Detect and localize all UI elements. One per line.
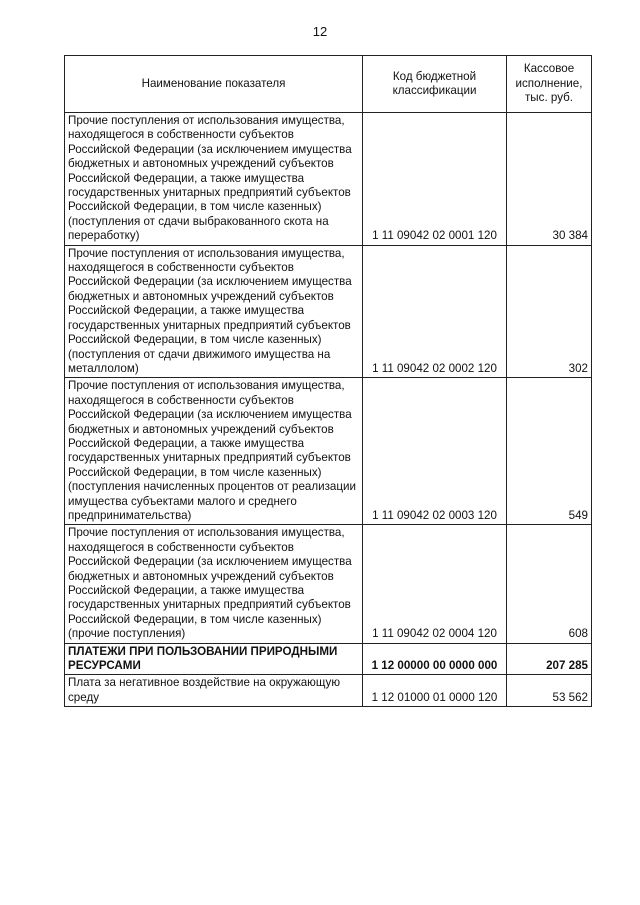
row-amount: 53 562 [507,675,592,707]
row-code: 1 12 01000 01 0000 120 [363,675,507,707]
row-code: 1 11 09042 02 0003 120 [363,378,507,525]
row-amount: 207 285 [507,643,592,675]
row-name: Прочие поступления от использования имущества, находящегося в собственности субъектов Российской Федерации (за исключением имущества бюджетных и автономных учреждений субъектов Российской Федерации, а также имущества государственных унитарных предприятий субъектов Российской Федерации, в том числе казенных) (прочие поступления) [65,525,363,643]
row-name: Прочие поступления от использования имущества, находящегося в собственности субъектов Российской Федерации (за исключением имущества бюджетных и автономных учреждений субъектов Российской Федерации, а также имущества государственных унитарных предприятий субъектов Российской Федерации, в том числе казенных) (поступления начисленных процентов от реализации имущества субъектами малого и среднего предпринимательства) [65,378,363,525]
table-row [65,113,592,246]
row-code: 1 11 09042 02 0004 120 [363,525,507,643]
budget-table [64,55,592,707]
row-code: 1 11 09042 02 0002 120 [363,245,507,378]
header-name: Наименование показателя [65,56,363,113]
row-name: Прочие поступления от использования имущества, находящегося в собственности субъектов Российской Федерации (за исключением имущества бюджетных и автономных учреждений субъектов Российской Федерации, а также имущества государственных унитарных предприятий субъектов Российской Федерации, в том числе казенных) (поступления от сдачи выбракованного скота на переработку) [65,113,363,246]
table-row [65,378,592,525]
row-code: 1 11 09042 02 0001 120 [363,113,507,246]
row-name: Прочие поступления от использования имущества, находящегося в собственности субъектов Российской Федерации (за исключением имущества бюджетных и автономных учреждений субъектов Российской Федерации, а также имущества государственных унитарных предприятий субъектов Российской Федерации, в том числе казенных) (поступления от сдачи движимого имущества на металлолом) [65,245,363,378]
table-header-row [65,56,592,113]
page-number: 12 [312,24,328,39]
table-row [65,643,592,675]
table-row [65,675,592,707]
row-amount: 30 384 [507,113,592,246]
row-code: 1 12 00000 00 0000 000 [363,643,507,675]
row-amount: 549 [507,378,592,525]
header-amount: Кассовое исполнение, тыс. руб. [507,56,592,113]
row-amount: 302 [507,245,592,378]
header-code: Код бюджетной классификации [363,56,507,113]
row-name: Плата за негативное воздействие на окружающую среду [65,675,363,707]
table-row [65,245,592,378]
table-row [65,525,592,643]
row-name: ПЛАТЕЖИ ПРИ ПОЛЬЗОВАНИИ ПРИРОДНЫМИ РЕСУРСАМИ [65,643,363,675]
row-amount: 608 [507,525,592,643]
